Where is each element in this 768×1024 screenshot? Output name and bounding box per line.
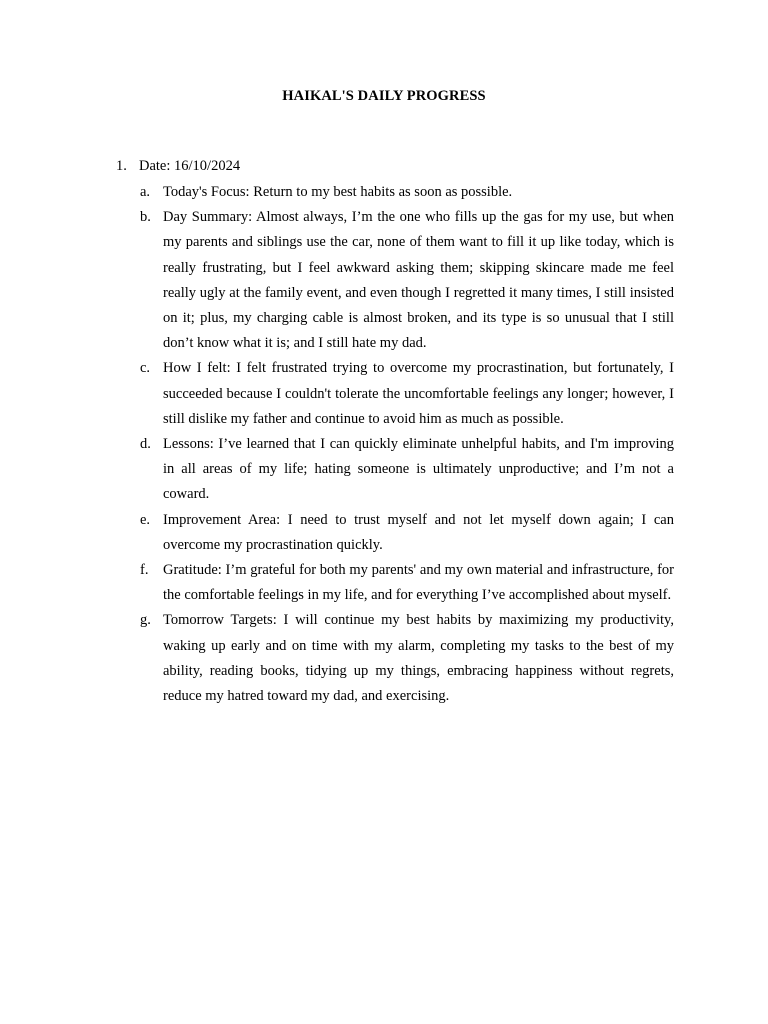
list-marker: d. [140,436,151,453]
list-item-tomorrow-targets [116,608,674,709]
list-item-improvement-area [116,508,674,558]
list-marker: f. [140,562,149,579]
list-item-text: Tomorrow Targets: I will continue my best habits by maximizing my productivity, waking up early and on time with my alarm, completing my tasks to the best of my ability, reading books, tidying up my things, embracing happiness without regrets, reduce my hatred toward my dad, and exercising. [163,612,674,705]
list-marker: e. [140,511,151,528]
entry-number: 1. [116,158,127,174]
list-marker: b. [140,209,151,226]
list-item-focus [116,180,674,205]
list-marker: g. [140,612,151,629]
progress-entry [116,155,674,709]
document-title: HAIKAL'S DAILY PROGRESS [282,88,486,104]
list-marker: c. [140,360,151,377]
list-item-how-i-felt [116,356,674,432]
list-item-text: Today's Focus: Return to my best habits as soon as possible. [163,184,513,200]
list-item-text: Lessons: I’ve learned that I can quickly eliminate unhelpful habits, and I'm improving in all areas of my life; hating someone is ultimately unproductive; and I’m not a coward. [163,436,674,503]
list-item-text: Improvement Area: I need to trust myself and not let myself down again; I can overcome my procrastination quickly. [163,511,674,553]
list-item-day-summary [116,205,674,356]
entry-header [116,155,674,177]
list-item-text: Gratitude: I’m grateful for both my parents' and my own material and infrastructure, for the comfortable feelings in my life, and for everything I’ve accomplished about myself. [163,562,674,604]
list-item-text: Day Summary: Almost always, I’m the one who fills up the gas for my use, but when my parents and siblings use the car, none of them want to fill it up like today, which is really frustrating, but I feel awkward asking them; skipping skincare made me feel really ugly at the family event, and even though I regretted it many times, I still insisted on it; plus, my charging cable is almost broken, and its type is so unusual that I still don’t know what it is; and I still hate my dad. [163,209,674,352]
list-item-lessons [116,432,674,508]
list-item-text: How I felt: I felt frustrated trying to overcome my procrastination, but fortunately, I succeeded because I couldn't tolerate the uncomfortable feelings any longer; however, I still dislike my father and continue to avoid him as much as possible. [163,360,674,427]
entry-item-list [116,180,674,709]
entry-date: Date: 16/10/2024 [139,158,241,174]
list-item-gratitude [116,558,674,608]
list-marker: a. [140,184,151,200]
